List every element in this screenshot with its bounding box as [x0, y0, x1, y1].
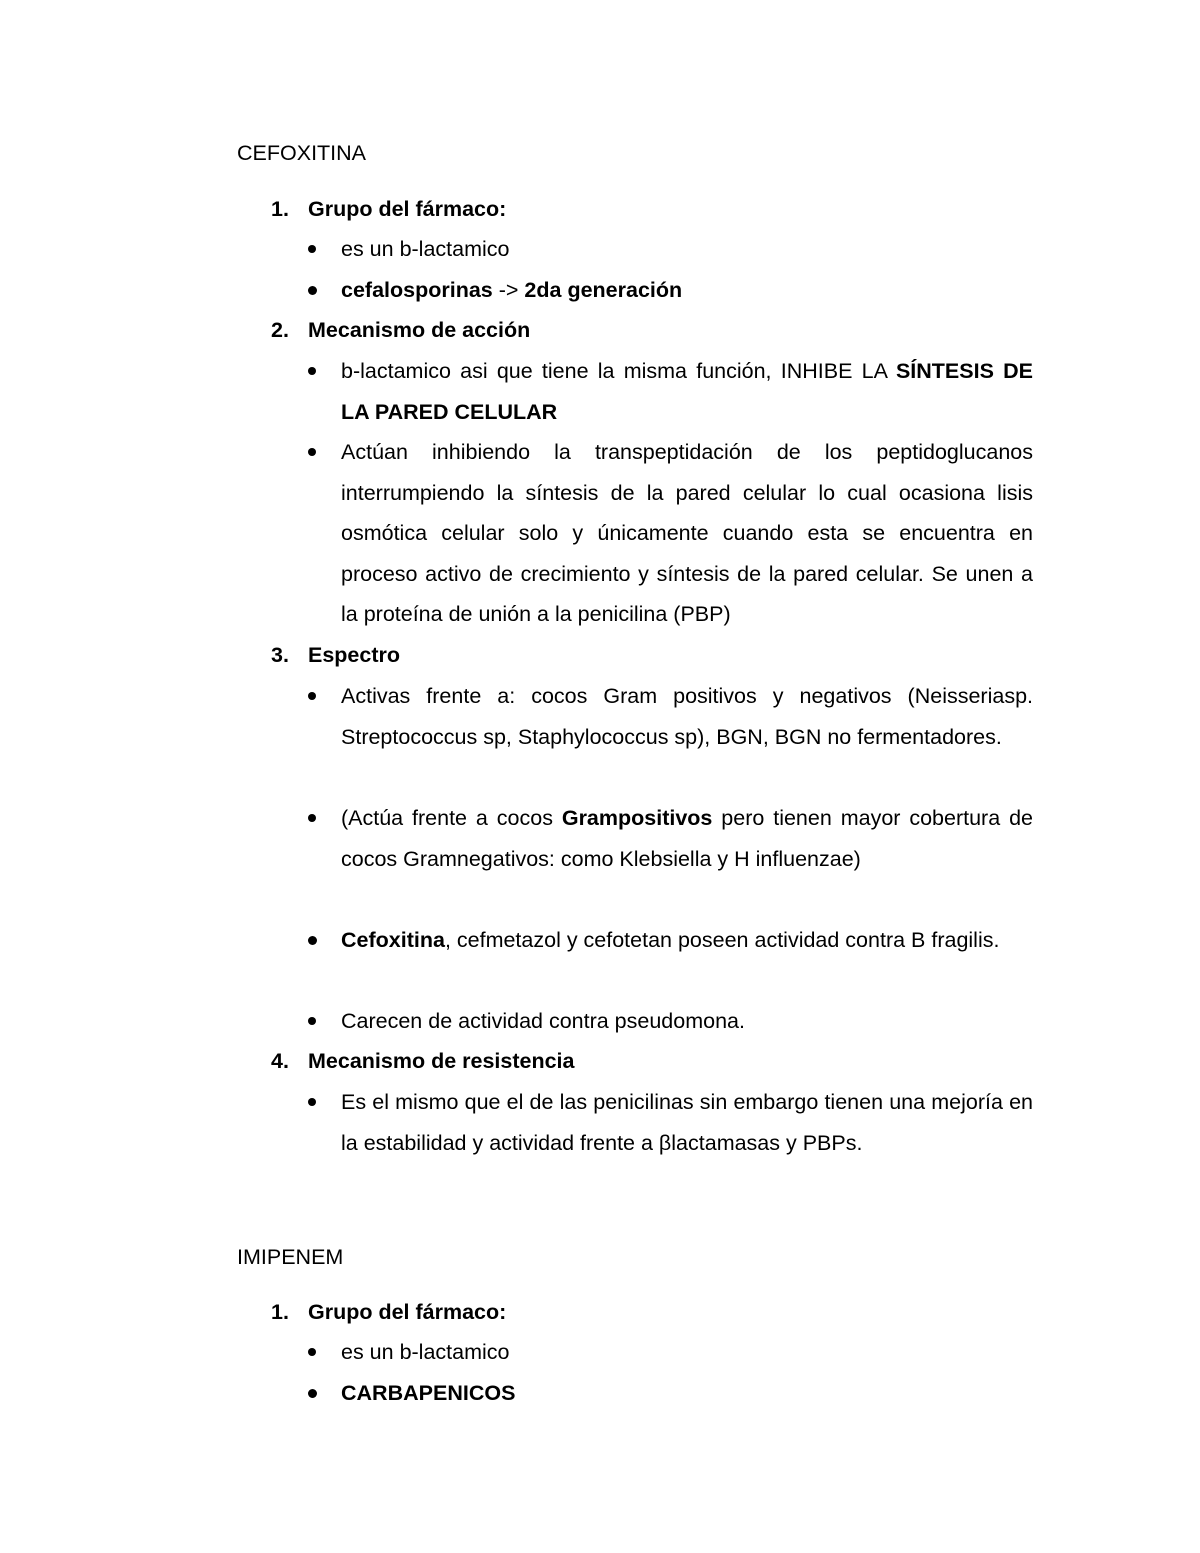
- list-item-text: pero tienen mayor cobertura de cocos Gramnegativos: como Klebsiella y H influenzae): [341, 806, 1033, 871]
- section-heading-espectro: [271, 645, 1033, 667]
- list-item-text: Activas frente a: cocos Gram positivos y negativos (Neisseriasp. Streptococcus sp, Staphylococcus sp), BGN, BGN no fermentadores.: [341, 684, 1033, 749]
- section-heading-mecanismo: [271, 320, 1033, 342]
- section-heading-text: Mecanismo de acción: [308, 318, 531, 342]
- bullet-icon: [308, 936, 317, 945]
- bullet-icon: [308, 367, 316, 375]
- section-heading-text: Grupo del fármaco:: [308, 197, 507, 221]
- list-item: [341, 432, 1033, 635]
- list-item: [341, 1373, 1033, 1414]
- bullet-icon: [308, 1017, 316, 1025]
- list-item-text: Es el mismo que el de las penicilinas sin embargo tienen una mejoría en la estabilidad y actividad frente a βlactamasas y PBPs.: [341, 1090, 1033, 1155]
- list-item-text: Carecen de actividad contra pseudomona.: [341, 1009, 745, 1033]
- list-item-text: b-lactamico asi que tiene la misma función, INHIBE LA: [341, 359, 896, 383]
- bullet-icon: [308, 448, 316, 456]
- section-heading-text: Espectro: [308, 643, 401, 667]
- list-item-bold-text: SÍNTESIS DE LA PARED CELULAR: [341, 359, 1034, 424]
- section-number: 1.: [271, 197, 289, 221]
- list-item-text: Actúan inhibiendo la transpeptidación de los peptidoglucanos interrumpiendo la síntesis de la pared celular lo cual ocasiona lisis osmótica celular solo y únicamente cuando esta se encuentra en proceso activo de crecimiento y síntesis de la pared celular. Se unen a la proteína de unión a la penicilina (PBP): [341, 440, 1033, 626]
- list-item-text: ->: [492, 278, 525, 302]
- section-number: 3.: [271, 643, 289, 667]
- list-item: [341, 1332, 1033, 1373]
- section-number: 1.: [271, 1300, 289, 1324]
- list-item-text: (Actúa frente a cocos: [341, 806, 562, 830]
- list-item: [341, 1082, 1033, 1163]
- bullet-icon: [308, 245, 316, 253]
- list-item-text: es un b-lactamico: [341, 1340, 510, 1364]
- list-item: [341, 270, 1033, 311]
- list-item-text: , cefmetazol y cefotetan poseen actividad contra B fragilis.: [444, 928, 1000, 952]
- bullet-icon: [308, 1348, 316, 1356]
- bullet-icon: [308, 814, 316, 822]
- section-heading-grupo: [271, 199, 1033, 221]
- bullet-icon: [308, 286, 317, 295]
- drug-title-imipenem: IMIPENEM: [237, 1245, 344, 1269]
- list-item-bold-text: CARBAPENICOS: [341, 1381, 516, 1405]
- section-heading-text: Mecanismo de resistencia: [308, 1049, 575, 1073]
- list-item: [341, 676, 1033, 757]
- list-item: [341, 229, 1033, 270]
- bullet-icon: [308, 692, 316, 700]
- section-heading-resistencia: [271, 1051, 1033, 1073]
- list-item-bold-text: cefalosporinas: [341, 278, 493, 302]
- drug-title-cefoxitina: CEFOXITINA: [237, 141, 367, 165]
- section-number: 4.: [271, 1049, 289, 1073]
- list-item: [341, 351, 1033, 432]
- list-item-bold-text: Grampositivos: [561, 806, 713, 830]
- list-item-text: es un b-lactamico: [341, 237, 510, 261]
- list-item: [341, 798, 1033, 879]
- list-item-bold-text: 2da generación: [524, 278, 683, 302]
- bullet-icon: [308, 1389, 317, 1398]
- list-item-bold-text: Cefoxitina: [341, 928, 445, 952]
- list-item: [341, 1001, 1033, 1042]
- section-heading-grupo: [271, 1302, 1033, 1324]
- section-number: 2.: [271, 318, 289, 342]
- section-heading-text: Grupo del fármaco:: [308, 1300, 507, 1324]
- list-item: [341, 920, 1033, 961]
- bullet-icon: [308, 1098, 316, 1106]
